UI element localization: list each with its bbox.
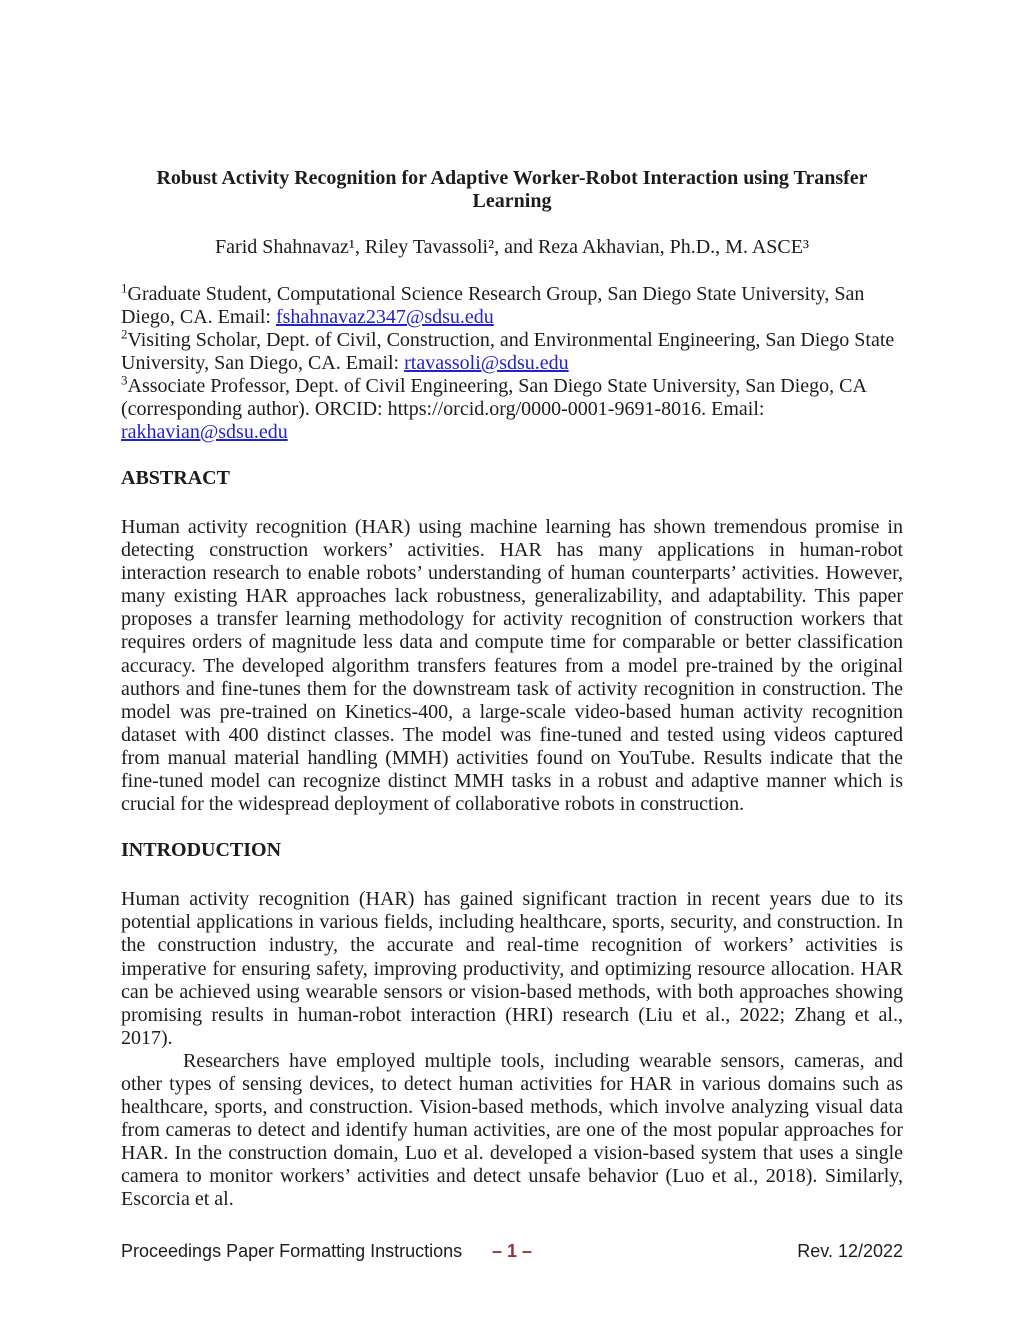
abstract-heading: ABSTRACT [121, 467, 230, 489]
introduction-heading: INTRODUCTION [121, 839, 282, 862]
affiliation-1-text: Graduate Student, Computational Science Research Group, San Diego State University, San Diego, CA. Email: [121, 283, 865, 328]
abstract-paragraph: Human activity recognition (HAR) using machine learning has shown tremendous promise in detecting construction workers’ activities. HAR has many applications in human-robot interaction research to enable robots’ understanding of human counterparts’ activities. However, many existing HAR approaches lack robustness, generalizability, and adaptability. This paper proposes a transfer learning methodology for activity recognition of construction workers that requires orders of magnitude less data and compute time for comparable or better classification accuracy. The developed algorithm transfers features from a model pre-trained by the original authors and fine-tunes them for the downstream task of activity recognition in construction. The model was pre-trained on Kinetics-400, a large-scale video-based human activity recognition dataset with 400 distinct classes. The model was fine-tuned and tested using videos captured from manual material handling (MMH) activities found on YouTube. Results indicate that the fine-tuned model can recognize distinct MMH tasks in a robust and adaptive manner which is crucial for the widespread deployment of collaborative robots in construction. [121, 516, 903, 816]
affiliation-2-text: Visiting Scholar, Dept. of Civil, Construction, and Environmental Engineering, San Diego State University, San Diego, CA. Email: [121, 329, 895, 374]
page-number: – 1 – [491, 1241, 533, 1261]
affiliation-item-1 [121, 280, 903, 329]
introduction-paragraph-2: Researchers have employed multiple tools, including wearable sensors, cameras, and other types of sensing devices, to detect human activities for HAR in various domains such as healthcare, sports, and construction. Vision-based methods, which involve analyzing visual data from cameras to detect and identify human activities, are one of the most popular approaches for HAR. In the construction domain, Luo et al. developed a vision-based system that uses a single camera to monitor workers’ activities and detect unsafe behavior (Luo et al., 2018). Similarly, Escorcia et al. [121, 1049, 903, 1211]
footer-document-name: Proceedings Paper Formatting Instructions [121, 1241, 463, 1261]
footnote-2-superscript: 2 [121, 326, 128, 342]
email-link-author-1[interactable]: fshahnavaz2347@sdsu.edu [275, 306, 494, 328]
footnote-1-superscript: 1 [121, 280, 128, 296]
footer-revision-date: Rev. 12/2022 [797, 1241, 904, 1261]
affiliation-3-text: Associate Professor, Dept. of Civil Engineering, San Diego State University, San Diego, CA (corresponding author). ORCID: https://orcid.org/0000-0001-9691-8016. Email: [121, 375, 866, 420]
author-line: Farid Shahnavaz¹, Riley Tavassoli², and Reza Akhavian, Ph.D., M. ASCE³ [215, 236, 809, 258]
paper-page [121, 0, 903, 1212]
paper-title: Robust Activity Recognition for Adaptive Worker-Robot Interaction using Transfer Learning [156, 167, 868, 212]
affiliations-block [121, 280, 903, 444]
email-link-author-2[interactable]: rtavassoli@sdsu.edu [404, 352, 569, 374]
affiliation-item-2 [121, 326, 903, 375]
page-footer [121, 1240, 903, 1262]
footnote-3-superscript: 3 [121, 372, 128, 388]
email-link-author-3[interactable]: rakhavian@sdsu.edu [121, 421, 288, 443]
affiliation-item-3 [121, 372, 903, 444]
introduction-paragraph-1: Human activity recognition (HAR) has gained significant traction in recent years due to its potential applications in various fields, including healthcare, sports, security, and construction. In the construction industry, the accurate and real-time recognition of workers’ activities is imperative for ensuring safety, improving productivity, and optimizing resource allocation. HAR can be achieved using wearable sensors or vision-based methods, with both approaches showing promising results in human-robot interaction (HRI) research (Liu et al., 2022; Zhang et al., 2017). [121, 888, 903, 1049]
